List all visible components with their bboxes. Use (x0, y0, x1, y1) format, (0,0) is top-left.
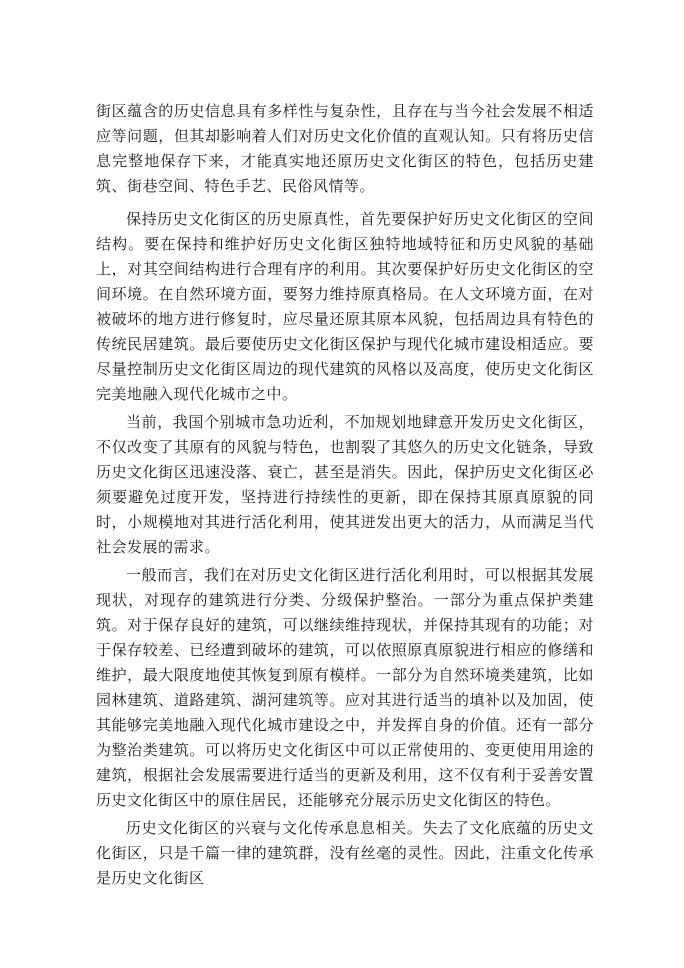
paragraph-3: 当前，我国个别城市急功近利，不加规划地肆意开发历史文化街区，不仅改变了其原有的风貌与特色，也割裂了其悠久的历史文化链条，导致历史文化街区迅速没落、衰亡，甚至是消失。因此，保护历史文化街区必须要避免过度开发，坚持进行持续性的更新，即在保持其原真原貌的同时，小规模地对其进行活化利用，使其迸发出更大的活力，从而满足当代社会发展的需求。 (96, 413, 594, 556)
paragraph-5: 历史文化街区的兴衰与文化传承息息相关。失去了文化底蕴的历史文化街区，只是千篇一律的建筑群，没有丝毫的灵性。因此，注重文化传承是历史文化街区 (96, 819, 594, 887)
paragraph-4: 一般而言，我们在对历史文化街区进行活化利用时，可以根据其发展现状，对现存的建筑进行分类、分级保护整治。一部分为重点保护类建筑。对于保存良好的建筑，可以继续维持现状，并保持其现有的功能；对于保存较差、已经遭到破坏的建筑，可以依照原真原貌进行相应的修缮和维护，最大限度地使其恢复到原有模样。一部分为自然环境类建筑，比如园林建筑、道路建筑、湖河建筑等。应对其进行适当的填补以及加固，使其能够完美地融入现代化城市建设之中，并发挥自身的价值。还有一部分为整治类建筑。可以将历史文化街区中可以正常使用的、变更使用用途的建筑，根据社会发展需要进行适当的更新及利用，这不仅有利于妥善安置历史文化街区中的原住居民，还能够充分展示历史文化街区的特色。 (96, 566, 594, 809)
document-body (96, 99, 594, 894)
paragraph-1: 街区蕴含的历史信息具有多样性与复杂性，且存在与当今社会发展不相适应等问题，但其却影响着人们对历史文化价值的直观认知。只有将历史信息完整地保存下来，才能真实地还原历史文化街区的特色，包括历史建筑、街巷空间、特色手艺、民俗风情等。 (96, 102, 594, 195)
paragraph-2: 保持历史文化街区的历史原真性，首先要保护好历史文化街区的空间结构。要在保持和维护好历史文化街区独特地域特征和历史风貌的基础上，对其空间结构进行合理有序的利用。其次要保护好历史文化街区的空间环境。在自然环境方面，要努力维持原真格局。在人文环境方面，在对被破坏的地方进行修复时，应尽量还原其原本风貌，包括周边具有特色的传统民居建筑。最后要使历史文化街区保护与现代化城市建设相适应。要尽量控制历史文化街区周边的现代建筑的风格以及高度，使历史文化街区完美地融入现代化城市之中。 (96, 210, 594, 403)
